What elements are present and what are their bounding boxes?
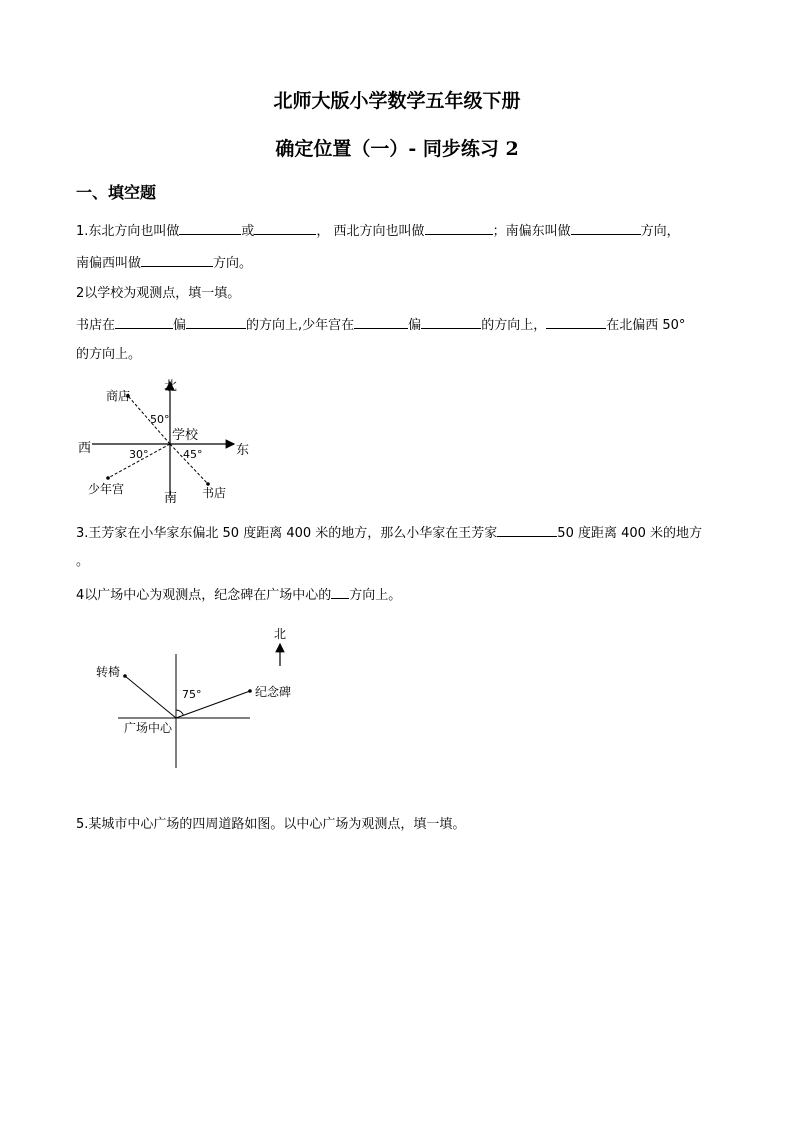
question-1-line-1 (76, 220, 680, 242)
fig1-angle-east: 45° (183, 448, 203, 461)
q3-text-1: 3.王芳家在小华家东偏北 50 度距离 400 米的地方，那么小华家在王芳家 (76, 526, 498, 541)
school-direction-diagram (72, 372, 262, 507)
fig2-bench-label: 转椅 (96, 665, 121, 679)
q1-text-5: 方向， (640, 224, 680, 239)
q1-text-6: 南偏西叫做 (76, 256, 142, 271)
q1-text-7: 方向。 (213, 256, 253, 271)
q1-blank-4[interactable] (571, 220, 641, 235)
q2-blank-2[interactable] (186, 314, 246, 329)
question-1-line-2 (76, 252, 252, 274)
q1-blank-3[interactable] (425, 220, 493, 235)
q1-text-2: 或 (241, 224, 255, 239)
fig1-north-label: 北 (164, 379, 178, 394)
document-subtitle: 确定位置（一）- 同步练习 2 (275, 138, 519, 160)
q2-text-4: 偏 (408, 318, 422, 333)
q2-blank-3[interactable] (354, 314, 408, 329)
q2-text-3: 的方向上,少年宫在 (246, 318, 355, 333)
fig1-center-label: 学校 (172, 428, 199, 443)
fig1-angle-north: 50° (150, 413, 170, 426)
question-3-line-1 (76, 522, 702, 544)
fig2-north-label: 北 (274, 627, 287, 641)
question-2-line-2: 的方向上。 (76, 347, 142, 362)
q2-text-6: 在北偏西 50° (606, 318, 686, 333)
q1-blank-1[interactable] (179, 220, 241, 235)
q3-blank-1[interactable] (497, 522, 557, 537)
question-2-stem: 2以学校为观测点，填一填。 (76, 286, 241, 301)
fig1-angle-west: 30° (129, 448, 149, 461)
q1-text-4: ；南偏东叫做 (492, 224, 571, 239)
fig2-monument-label: 纪念碑 (255, 685, 292, 699)
fig1-east-label: 东 (236, 443, 250, 458)
q2-text-5: 的方向上， (481, 318, 547, 333)
square-direction-diagram (90, 622, 320, 772)
question-2-line-1 (76, 314, 685, 336)
document-title: 北师大版小学数学五年级下册 (273, 90, 521, 112)
bench-point (123, 674, 127, 678)
fig1-bookstore-label: 书店 (202, 486, 227, 500)
q2-blank-5[interactable] (546, 314, 606, 329)
q4-text-1: 4以广场中心为观测点，纪念碑在广场中心的 (76, 588, 332, 603)
q1-blank-5[interactable] (141, 252, 213, 267)
monument-point (248, 689, 252, 693)
fig1-shop-label: 商店 (106, 389, 131, 403)
bench-direction-line (125, 676, 176, 718)
q3-text-2: 50 度距离 400 米的地方 (557, 526, 703, 541)
q4-text-2: 方向上。 (349, 588, 402, 603)
fig2-angle-label: 75° (182, 688, 202, 701)
q2-text-2: 偏 (173, 318, 187, 333)
question-4-line (76, 584, 401, 606)
q1-text-1: 1.东北方向也叫做 (76, 224, 180, 239)
section-heading: 一、填空题 (76, 183, 157, 202)
q2-blank-1[interactable] (115, 314, 173, 329)
q2-text-1: 书店在 (76, 318, 116, 333)
question-5-line: 5.某城市中心广场的四周道路如图。以中心广场为观测点，填一填。 (76, 817, 466, 832)
angle-arc (176, 710, 184, 715)
q1-text-3: ， 西北方向也叫做 (316, 224, 425, 239)
question-3-line-2: 。 (76, 554, 90, 569)
q4-blank-1[interactable] (331, 584, 349, 599)
q1-blank-2[interactable] (254, 220, 316, 235)
fig1-palace-label: 少年宫 (88, 482, 125, 496)
fig1-south-label: 南 (164, 491, 178, 506)
palace-point (106, 476, 110, 480)
fig2-center-label: 广场中心 (124, 721, 173, 735)
fig1-west-label: 西 (78, 441, 92, 456)
q2-blank-4[interactable] (421, 314, 481, 329)
